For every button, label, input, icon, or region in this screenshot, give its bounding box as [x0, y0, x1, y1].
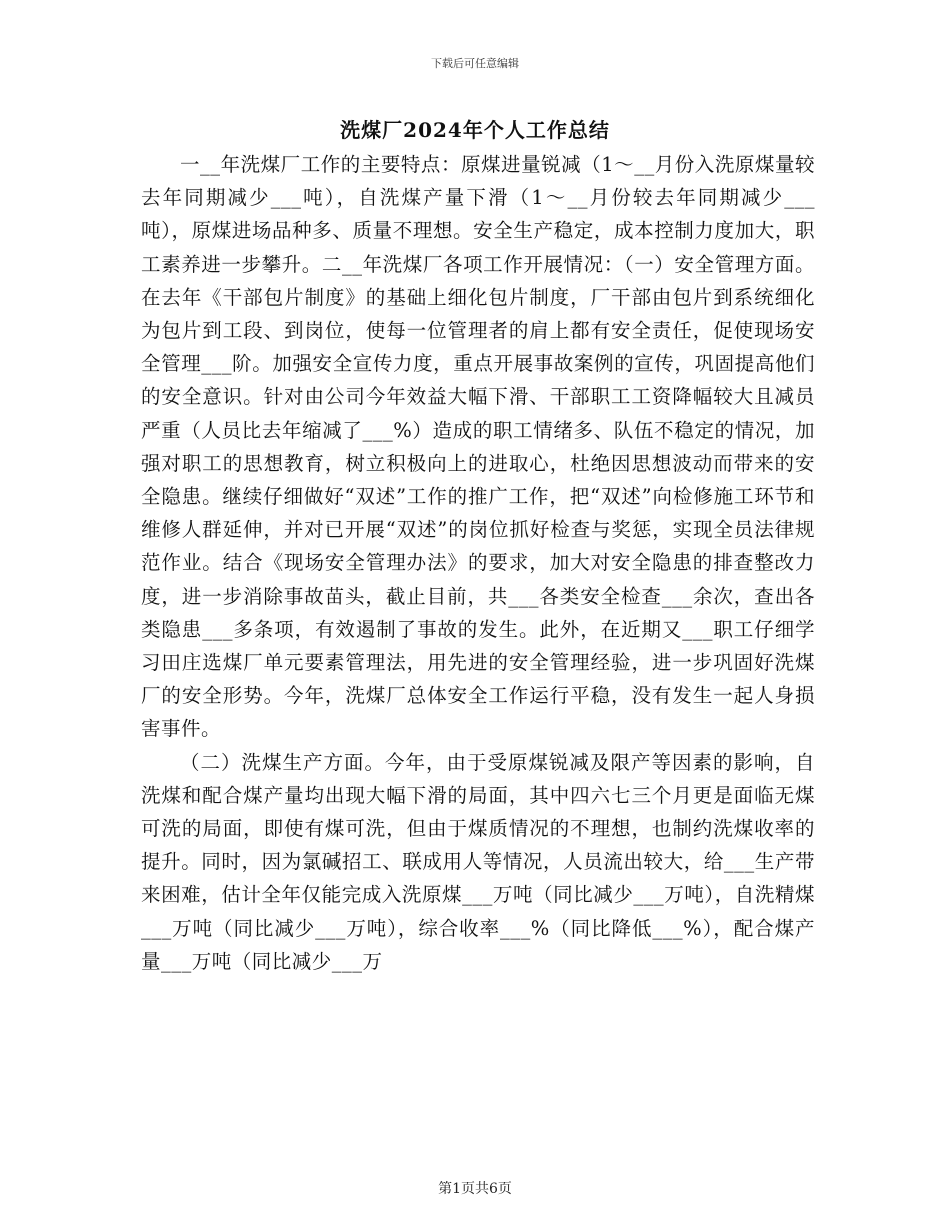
header-note: 下载后可任意编辑 [431, 57, 519, 70]
paragraph-1: 一__年洗煤厂工作的主要特点：原煤进量锐减（1～__月份入洗原煤量较去年同期减少___吨），自洗煤产量下滑（1～__月份较去年同期减少___吨），原煤进场品种多、质量不理想。安全生产稳定，成本控制力度加大，职工素养进一步攀升。二__年洗煤厂各项工作开展情况：（一）安全管理方面。在去年《干部包片制度》的基础上细化包片制度，厂干部由包片到系统细化为包片到工段、到岗位，使每一位管理者的肩上都有安全责任，促使现场安全管理___阶。加强安全宣传力度，重点开展事故案例的宣传，巩固提高他们的安全意识。针对由公司今年效益大幅下滑、干部职工工资降幅较大且减员严重（人员比去年缩减了___%）造成的职工情绪多、队伍不稳定的情况，加强对职工的思想教育，树立积极向上的进取心，杜绝因思想波动而带来的安全隐患。继续仔细做好“双述”工作的推广工作，把“双述”向检修施工环节和维修人群延伸，并对已开展“双述”的岗位抓好检查与奖惩，实现全员法律规范作业。结合《现场安全管理办法》的要求，加大对安全隐患的排查整改力度，进一步消除事故苗头，截止目前，共___各类安全检查___余次，查出各类隐患___多条项，有效遏制了事故的发生。此外，在近期又___职工仔细学习田庄选煤厂单元要素管理法，用先进的安全管理经验，进一步巩固好洗煤厂的安全形势。今年，洗煤厂总体安全工作运行平稳，没有发生一起人身损害事件。 [141, 153, 815, 741]
document-title: 洗煤厂2024年个人工作总结 [340, 118, 610, 142]
page-number: 第1页共6页 [438, 1181, 512, 1197]
paragraph-2: （二）洗煤生产方面。今年，由于受原煤锐减及限产等因素的影响，自洗煤和配合煤产量均出现大幅下滑的局面，其中四六七三个月更是面临无煤可洗的局面，即使有煤可洗，但由于煤质情况的不理想，也制约洗煤收率的提升。同时，因为氯碱招工、联成用人等情况，人员流出较大，给___生产带来困难，估计全年仅能完成入洗原煤___万吨（同比减少___万吨），自洗精煤___万吨（同比减少___万吨），综合收率___%（同比降低___%），配合煤产量___万吨（同比减少___万 [141, 750, 815, 973]
document-body [141, 148, 815, 978]
